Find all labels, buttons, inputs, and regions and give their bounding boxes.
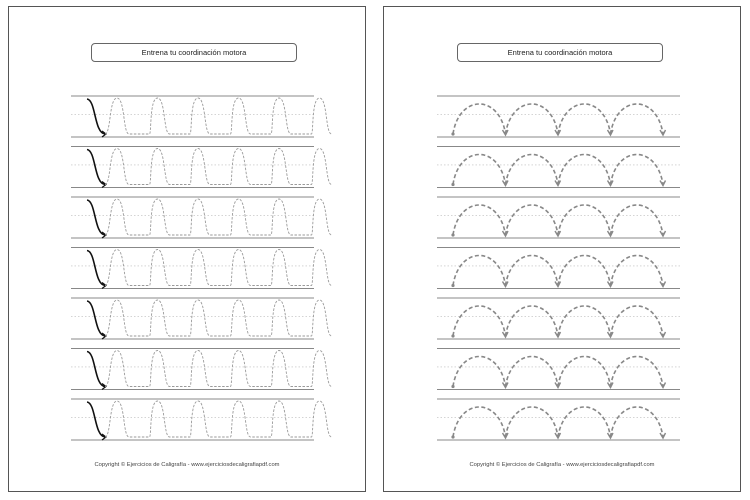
arch-hop xyxy=(506,205,559,235)
trace-path-waves xyxy=(105,149,332,185)
arch-hop xyxy=(611,155,664,185)
arch-hop xyxy=(453,407,506,437)
arch-hop xyxy=(506,104,559,134)
trace-path-waves xyxy=(105,250,332,286)
arch-hop xyxy=(611,407,664,437)
arch-hop xyxy=(453,256,506,286)
arch-hop xyxy=(453,205,506,235)
worksheet-right xyxy=(383,6,741,492)
start-dot-icon xyxy=(451,183,454,186)
tracing-row xyxy=(437,147,680,188)
arch-hop xyxy=(558,407,611,437)
arch-hop xyxy=(453,357,506,387)
copyright-footer-left: Copyright © Ejercicios de Caligrafía - www.ejerciciosdecaligrafiapdf.com xyxy=(94,462,280,468)
arch-hop xyxy=(611,256,664,286)
start-dot-icon xyxy=(451,334,454,337)
tracing-row xyxy=(437,298,680,339)
worksheet-left xyxy=(8,6,366,492)
arch-hop xyxy=(611,205,664,235)
arch-hop xyxy=(558,306,611,336)
arch-hop xyxy=(506,357,559,387)
start-stroke xyxy=(87,301,105,336)
start-dot-icon xyxy=(451,385,454,388)
arch-hop xyxy=(453,306,506,336)
arch-hop xyxy=(453,104,506,134)
arch-hop xyxy=(506,155,559,185)
arch-hop xyxy=(558,104,611,134)
arch-hop xyxy=(611,104,664,134)
trace-path-waves xyxy=(105,98,332,134)
start-dot-icon xyxy=(451,435,454,438)
tracing-rows-left xyxy=(9,7,367,493)
trace-path-waves xyxy=(105,401,332,437)
tracing-row xyxy=(437,96,680,137)
tracing-row xyxy=(437,399,680,440)
arch-hop xyxy=(506,407,559,437)
worksheet-title-right: Entrena tu coordinación motora xyxy=(457,43,663,62)
start-stroke xyxy=(87,99,105,134)
arch-hop xyxy=(611,306,664,336)
trace-path-waves xyxy=(105,199,332,235)
arch-hop xyxy=(506,256,559,286)
start-stroke xyxy=(87,402,105,437)
worksheet-title-left: Entrena tu coordinación motora xyxy=(91,43,297,62)
arch-hop xyxy=(558,205,611,235)
start-stroke xyxy=(87,200,105,235)
start-stroke xyxy=(87,150,105,185)
arch-hop xyxy=(506,306,559,336)
tracing-row xyxy=(71,197,332,238)
tracing-row xyxy=(71,349,332,390)
tracing-row xyxy=(71,298,332,339)
arch-hop xyxy=(558,357,611,387)
tracing-row xyxy=(437,197,680,238)
start-dot-icon xyxy=(451,233,454,236)
trace-path-waves xyxy=(105,300,332,336)
start-stroke xyxy=(87,251,105,286)
tracing-rows-right xyxy=(384,7,742,493)
tracing-row xyxy=(71,399,332,440)
arch-hop xyxy=(558,155,611,185)
tracing-row xyxy=(71,147,332,188)
tracing-row xyxy=(437,349,680,390)
trace-path-waves xyxy=(105,351,332,387)
arch-hop xyxy=(453,155,506,185)
arch-hop xyxy=(611,357,664,387)
tracing-row xyxy=(71,248,332,289)
start-dot-icon xyxy=(451,132,454,135)
start-dot-icon xyxy=(451,284,454,287)
arch-hop xyxy=(558,256,611,286)
tracing-row xyxy=(71,96,332,137)
start-stroke xyxy=(87,352,105,387)
copyright-footer-right: Copyright © Ejercicios de Caligrafía - www.ejerciciosdecaligrafiapdf.com xyxy=(469,462,655,468)
tracing-row xyxy=(437,248,680,289)
